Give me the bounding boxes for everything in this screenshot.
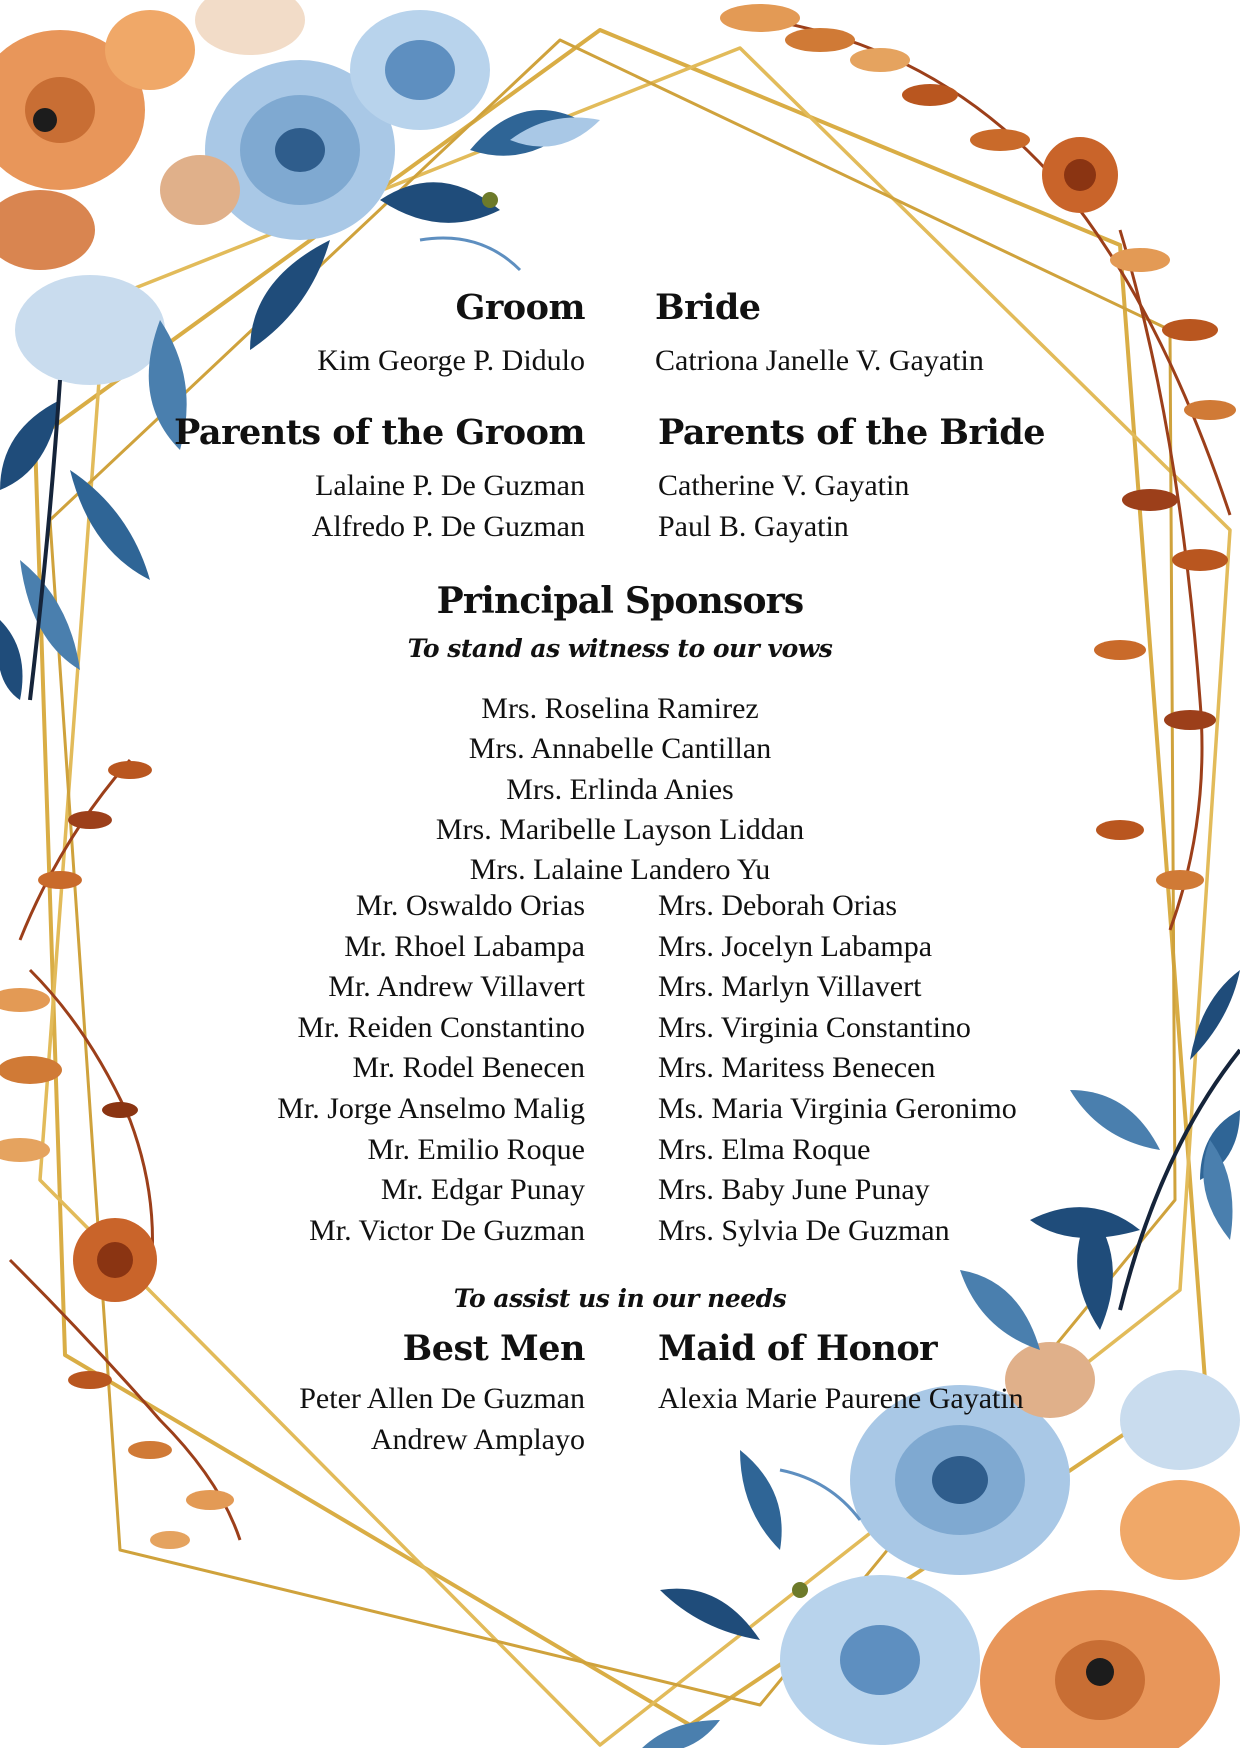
female-sponsor: Mrs. Elma Roque [658,1133,871,1166]
male-sponsor: Mr. Emilio Roque [367,1133,585,1166]
single-sponsor: Mrs. Maribelle Layson Liddan [435,813,805,846]
bride-parent: Catherine V. Gayatin [658,469,910,502]
groom-parent: Alfredo P. De Guzman [311,510,585,543]
maid-of-honor-heading: Maid of Honor [658,1328,938,1369]
bride-parent: Paul B. Gayatin [658,510,849,543]
male-sponsor: Mr. Victor De Guzman [309,1214,585,1247]
groom-name: Kim George P. Didulo [317,344,585,377]
female-sponsor: Mrs. Marlyn Villavert [658,970,922,1003]
single-sponsor: Mrs. Annabelle Cantillan [468,732,772,765]
bride-parents-heading: Parents of the Bride [658,412,1045,453]
female-sponsor: Mrs. Baby June Punay [658,1173,930,1206]
best-man: Peter Allen De Guzman [299,1382,585,1415]
male-sponsor: Mr. Andrew Villavert [328,970,585,1003]
entourage-subheading: To assist us in our needs [453,1284,787,1313]
female-sponsor: Ms. Maria Virginia Geronimo [658,1092,1017,1125]
female-sponsor: Mrs. Virginia Constantino [658,1011,971,1044]
single-sponsor: Mrs. Lalaine Landero Yu [469,853,771,886]
groom-parent: Lalaine P. De Guzman [315,469,585,502]
male-sponsor: Mr. Edgar Punay [380,1173,585,1206]
bride-heading: Bride [655,287,761,328]
single-sponsor: Mrs. Erlinda Anies [506,773,734,806]
male-sponsor: Mr. Reiden Constantino [297,1011,585,1044]
female-sponsor: Mrs. Maritess Benecen [658,1051,936,1084]
principal-sponsors-subheading: To stand as witness to our vows [407,634,833,663]
female-sponsor: Mrs. Jocelyn Labampa [658,930,933,963]
female-sponsor: Mrs. Sylvia De Guzman [658,1214,950,1247]
single-sponsor: Mrs. Roselina Ramirez [481,692,759,725]
female-sponsor: Mrs. Deborah Orias [658,889,898,922]
groom-heading: Groom [455,287,585,328]
groom-parents-heading: Parents of the Groom [174,412,585,453]
male-sponsor: Mr. Jorge Anselmo Malig [277,1092,585,1125]
best-man: Andrew Amplayo [370,1423,585,1456]
male-sponsor: Mr. Rodel Benecen [352,1051,585,1084]
male-sponsor: Mr. Oswaldo Orias [355,889,585,922]
principal-sponsors-heading: Principal Sponsors [436,580,804,622]
male-sponsor: Mr. Rhoel Labampa [344,930,585,963]
bride-name: Catriona Janelle V. Gayatin [655,344,984,377]
best-men-heading: Best Men [402,1328,585,1369]
maid-of-honor: Alexia Marie Paurene Gayatin [658,1382,1024,1415]
